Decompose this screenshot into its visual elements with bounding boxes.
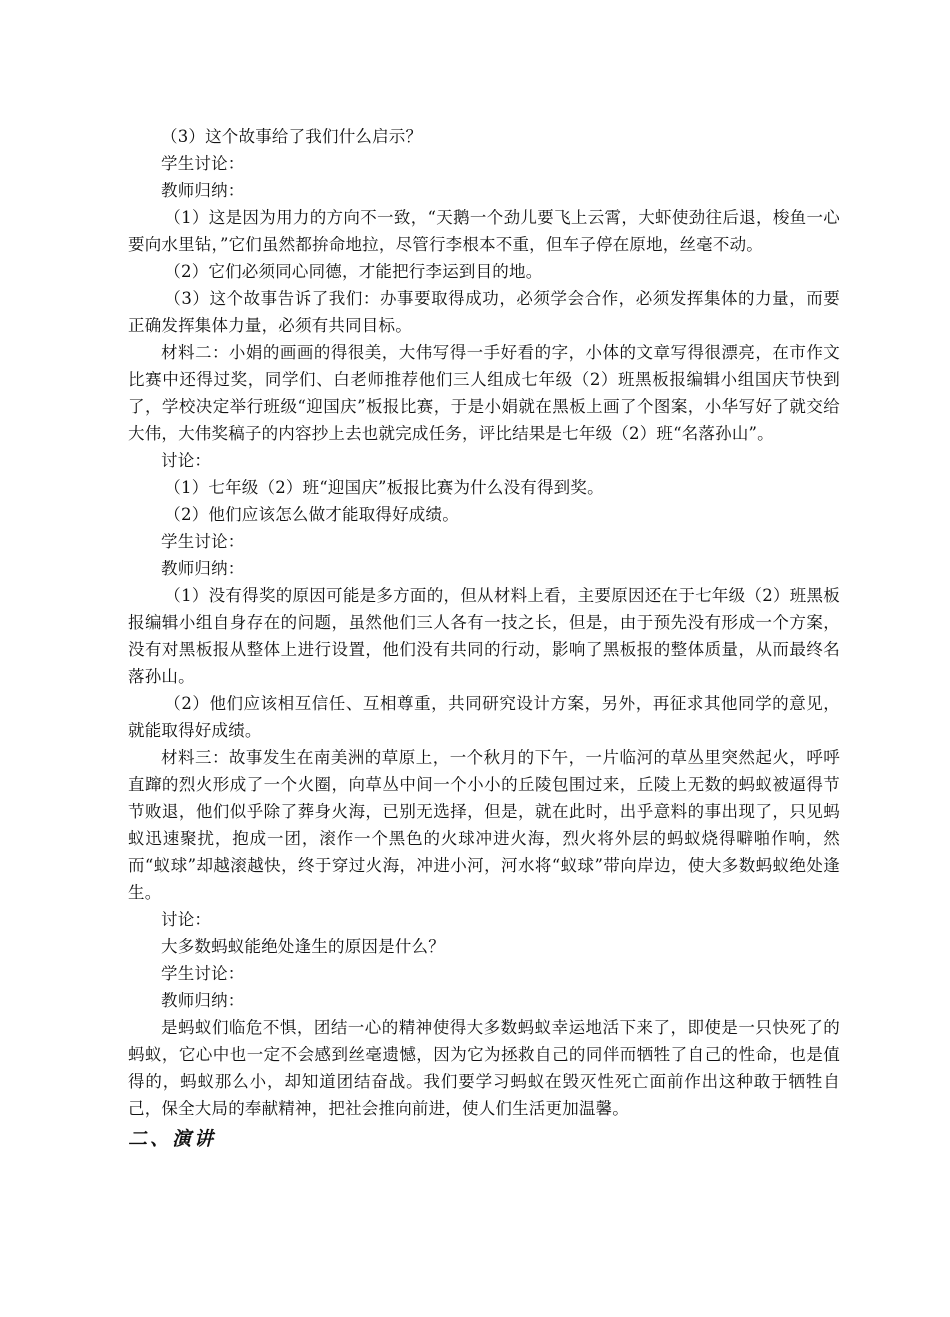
material-two: 材料二：小娟的画画的得很美，大伟写得一手好看的字，小体的文章写得很漂亮，在市作文比赛中还得过奖，同学们、白老师推荐他们三人组成七年级（2）班黑板报编辑小组国庆节快到了，学校决定举行班级“迎国庆”板报比赛，于是小娟就在黑板上画了个图案，小华写好了就交给大伟，大伟奖稿子的内容抄上去也就完成任务，评比结果是七年级（2）班“名落孙山”。	[128, 343, 840, 443]
discussion-label: 讨论：	[161, 451, 212, 470]
section-heading: 二、演讲	[128, 1128, 217, 1150]
student-discussion-label: 学生讨论：	[161, 964, 245, 983]
discussion-question: 大多数蚂蚁能绝处逢生的原因是什么？	[161, 937, 445, 956]
summary-answer-1: （1）没有得奖的原因可能是多方面的，但从材料上看，主要原因还在于七年级（2）班黑板报编辑小组自身存在的问题，虽然他们三人各有一技之长，但是，由于预先没有形成一个方案，没有对黑板报从整体上进行设置，他们没有共同的行动，影响了黑板报的整体质量，从而最终名落孙山。	[128, 586, 840, 686]
material-three: 材料三：故事发生在南美洲的草原上，一个秋月的下午，一片临河的草丛里突然起火，呼呼直蹿的烈火形成了一个火圈，向草丛中间一个小小的丘陵包围过来，丘陵上无数的蚂蚁被逼得节节败退，他们似乎除了葬身火海，已别无选择，但是，就在此时，出乎意料的事出现了，只见蚂蚁迅速聚扰，抱成一团，滚作一个黑色的火球冲进火海，烈火将外层的蚂蚁烧得噼啪作响，然而“蚁球”却越滚越快，终于穿过火海，冲进小河，河水将“蚁球”带向岸边，使大多数蚂蚁绝处逢生。	[128, 748, 840, 902]
document-page	[128, 123, 840, 1154]
answer-1: （1）这是因为用力的方向不一致，“天鹅一个劲儿要飞上云霄，大虾使劲往后退，梭鱼一心要向水里钻，”它们虽然都拚命地拉，尽管行李根本不重，但车子停在原地，丝毫不动。	[128, 208, 840, 254]
teacher-summary-label: 教师归纳：	[161, 991, 245, 1010]
student-discussion-label: 学生讨论：	[161, 532, 245, 551]
answer-3: （3）这个故事告诉了我们：办事要取得成功，必须学会合作，必须发挥集体的力量，而要正确发挥集体力量，必须有共同目标。	[128, 289, 840, 335]
answer-2: （2）它们必须同心同德，才能把行李运到目的地。	[164, 262, 543, 281]
teacher-summary-label: 教师归纳：	[161, 181, 245, 200]
discussion-question-2: （2）他们应该怎么做才能取得好成绩。	[164, 505, 459, 524]
discussion-label: 讨论：	[161, 910, 212, 929]
discussion-question-1: （1）七年级（2）班“迎国庆”板报比赛为什么没有得到奖。	[164, 478, 604, 497]
student-discussion-label: 学生讨论：	[161, 154, 245, 173]
teacher-summary-label: 教师归纳：	[161, 559, 245, 578]
question-3: （3）这个故事给了我们什么启示？	[161, 127, 423, 146]
teacher-summary-text: 是蚂蚁们临危不惧，团结一心的精神使得大多数蚂蚁幸运地活下来了，即使是一只快死了的蚂蚁，它心中也一定不会感到丝毫遗憾，因为它为拯救自己的同伴而牺牲了自己的性命，也是值得的，蚂蚁那么小，却知道团结奋战。我们要学习蚂蚁在毁灭性死亡面前作出这种敢于牺牲自己，保全大局的奉献精神，把社会推向前进，使人们生活更加温馨。	[128, 1018, 840, 1118]
summary-answer-2: （2）他们应该相互信任、互相尊重，共同研究设计方案，另外，再征求其他同学的意见，就能取得好成绩。	[128, 694, 840, 740]
